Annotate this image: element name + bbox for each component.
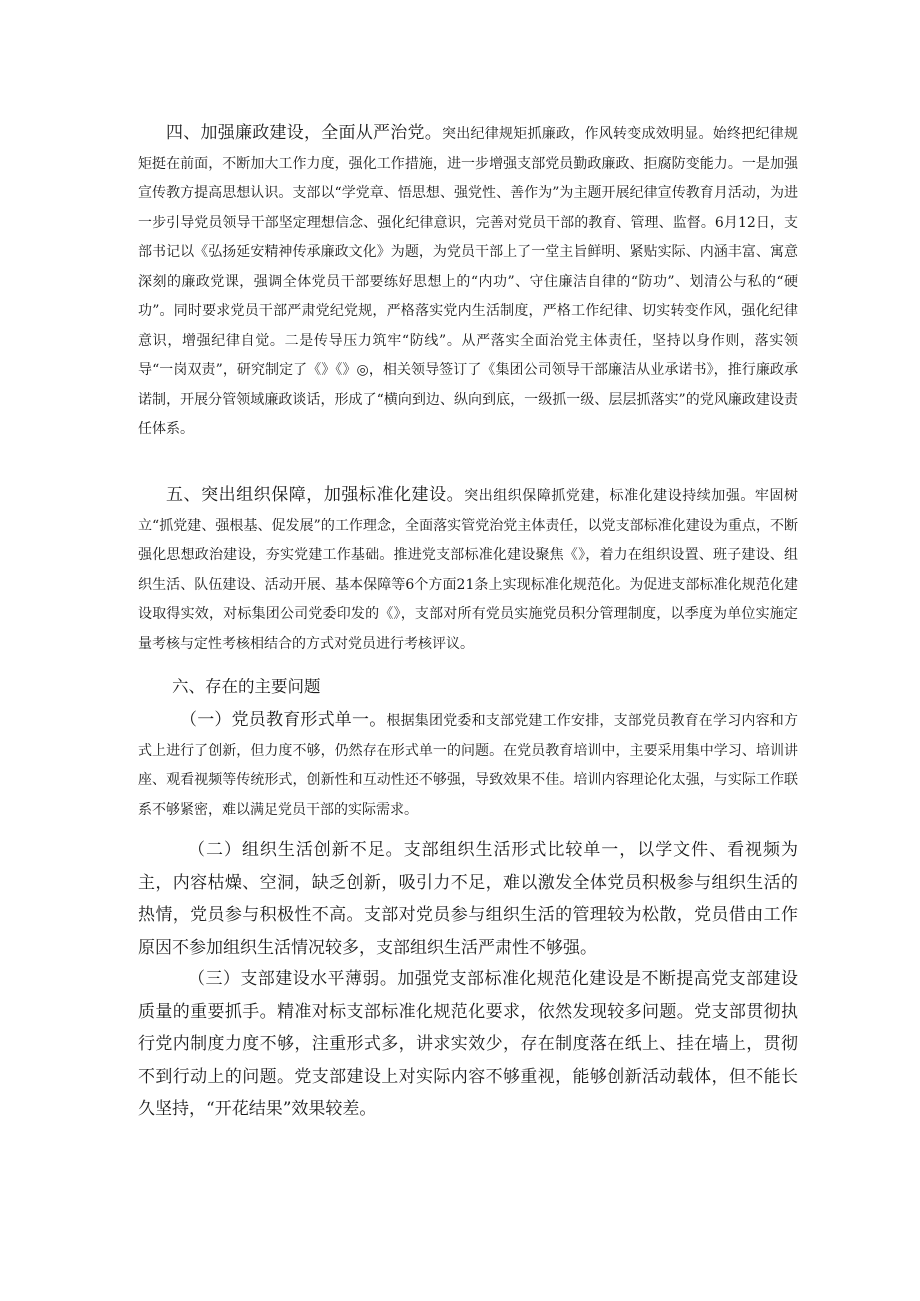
- paragraph-heading: 四、加强廉政建设，全面从严治党。: [166, 123, 442, 143]
- paragraph-body: 突出纪律规矩抓廉政，作风转变成效明显。始终把纪律规矩挺在前面，不断加大工作力度，强化工作措施，进一步增强支部党员勤政廉政、拒腐防变能力。一是加强宣传教方提高思想认识。支部以“学党章、悟思想、强党性、善作为”为主题开展纪律宣传教育月活动，为进一步引导党员领导干部坚定理想信念、强化纪律意识，完善对党员干部的教育、管理、监督。6月12日，支部书记以《弘扬延安精神传承廉政文化》为题，为党员干部上了一堂主旨鲜明、紧贴实际、内涵丰富、寓意深刻的廉政党课，强调全体党员干部要练好思想上的“内功”、守住廉洁自律的“防功”、划清公与私的“硬功”。同时要求党员干部严肃党纪党规，严格落实党内生活制度，严格工作纪律、切实转变作风，强化纪律意识，增强纪律自觉。二是传导压力筑牢“防线”。从严落实全面治党主体责任，坚持以身作则，落实领导“一岗双责”，研究制定了《》《》◎，相关领导签订了《集团公司领导干部廉洁从业承诺书》，推行廉政承诺制，开展分管领域廉政谈话，形成了“横向到边、纵向到底，一级抓一级、层层抓落实”的党风廉政建设责任体系。: [138, 126, 798, 437]
- paragraph-body: 突出组织保障抓党建，标准化建设持续加强。牢固树立“抓党建、强根基、促发展”的工作理念，全面落实管党治党主体责任，以党支部标准化建设为重点，不断强化思想政治建设，夯实党建工作基础。推进党支部标准化建设聚焦《》，着力在组织设置、班子建设、组织生活、队伍建设、活动开展、基本保障等6个方面21条上实现标准化规范化。为促进支部标准化规范化建设取得实效，对标集团公司党委印发的《》，支部对所有党员实施党员积分管理制度，以季度为单位实施定量考核与定性考核相结合的方式对党员进行考核评议。: [138, 488, 799, 652]
- section-heading-problems: [138, 672, 798, 702]
- paragraph-heading: （一）党员教育形式单一。: [180, 710, 387, 730]
- paragraph-education-form: [138, 706, 798, 825]
- section-heading-text: 六、存在的主要问题: [172, 677, 321, 696]
- paragraph-organization-life: （二）组织生活创新不足。支部组织生活形式比较单一，以学文件、看视频为主，内容枯燥、空洞，缺乏创新，吸引力不足，难以激发全体党员积极参与组织生活的热情，党员参与积极性不高。支部对党员参与组织生活的管理较为松散，党员借由工作原因不参加组织生活情况较多，支部组织生活严肃性不够强。: [138, 840, 798, 958]
- paragraph-heading: 五、突出组织保障，加强标准化建设。: [166, 485, 465, 505]
- paragraph-branch-building: （三）支部建设水平薄弱。加强党支部标准化规范化建设是不断提高党支部建设质量的重要抓手。精准对标支部标准化规范化要求，依然发现较多问题。党支部贯彻执行党内制度力度不够，注重形式多，讲求实效少，存在制度落在纸上、挂在墙上，贯彻不到行动上的问题。党支部建设上对实际内容不够重视，能够创新活动载体，但不能长久坚持，“开花结果”效果较差。: [138, 969, 798, 1119]
- paragraph-organization-guarantee: [138, 481, 798, 659]
- paragraph-body: 根据集团党委和支部党建工作安排，支部党员教育在学习内容和方式上进行了创新，但力度不够，仍然存在形式单一的问题。在党员教育培训中，主要采用集中学习、培训讲座、观看视频等传统形式，创新性和互动性还不够强，导致效果不佳。培训内容理论化太强，与实际工作联系不够紧密，难以满足党员干部的实际需求。: [138, 713, 799, 818]
- paragraph-integrity-building: [138, 119, 798, 445]
